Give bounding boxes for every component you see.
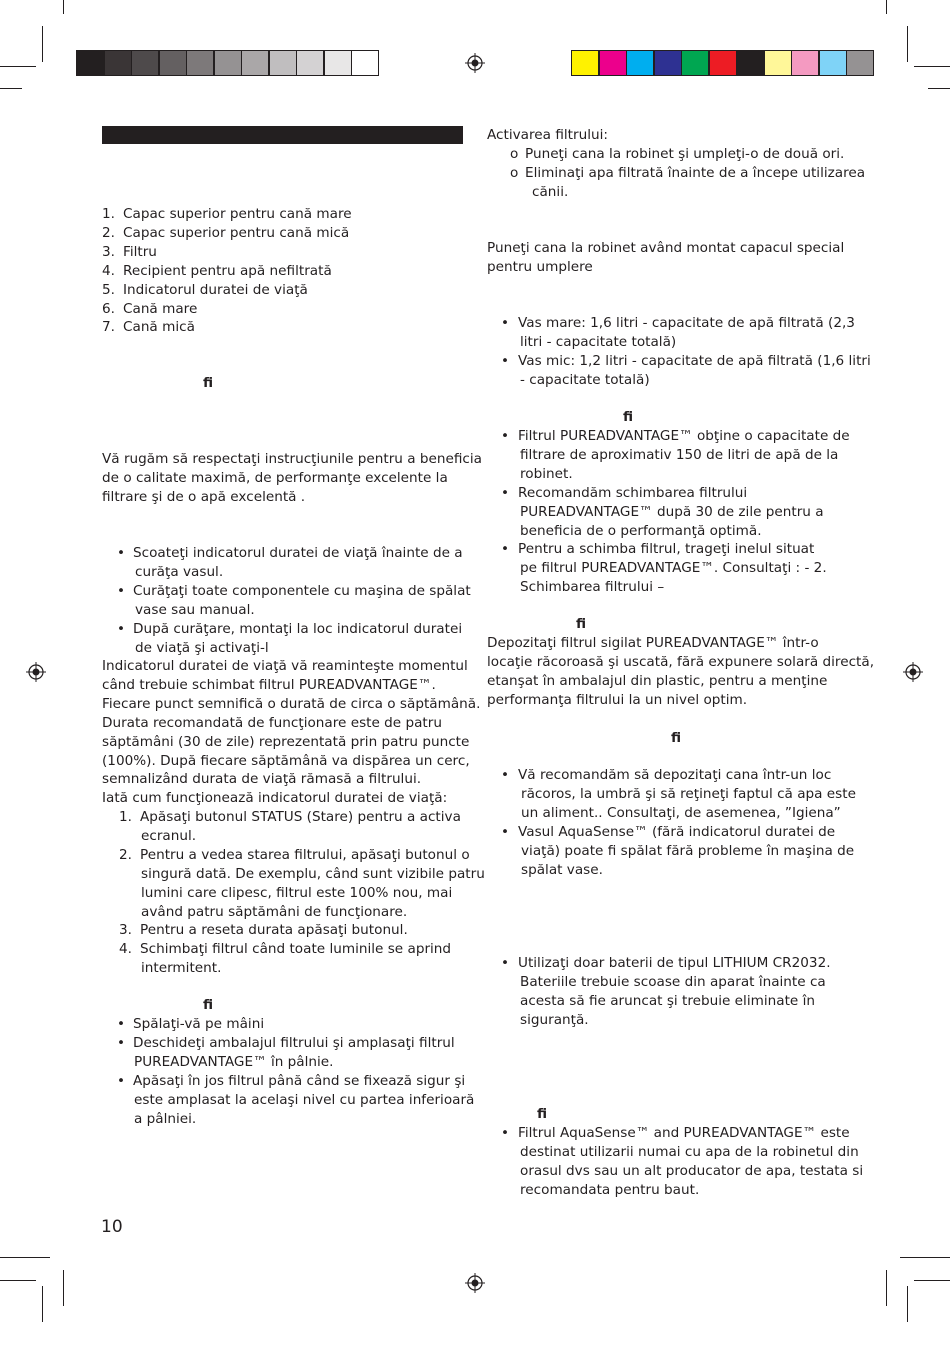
list-item-text: Capac superior pentru cană mică bbox=[123, 224, 350, 241]
color-swatch bbox=[269, 50, 297, 76]
text-line: • Spălaţi-vă pe mâini bbox=[133, 1016, 265, 1032]
text-line: semnalizând durata de viaţă rămasă a filtrului. bbox=[102, 771, 422, 788]
list-number: 4. bbox=[119, 941, 132, 958]
color-swatch bbox=[599, 50, 627, 76]
list-marker: o bbox=[510, 146, 519, 162]
color-swatch bbox=[241, 50, 269, 76]
intro-paragraph bbox=[102, 450, 482, 507]
text-line: Apăsaţi butonul STATUS (Stare) pentru a activa bbox=[140, 809, 461, 825]
crop-mark bbox=[886, 1270, 887, 1306]
text-line: Iată cum funcţionează indicatorul duratei de viaţă: bbox=[102, 790, 448, 807]
text-line: Puneţi cana la robinet şi umpleţi-o de două ori. bbox=[525, 146, 845, 162]
bullet-item bbox=[501, 352, 871, 390]
bullet-item bbox=[501, 540, 850, 597]
list-item-text bbox=[140, 846, 485, 922]
text-line: locaţie răcoroasă şi uscată, fără expunere solară directă, bbox=[487, 653, 875, 670]
text-line: când trebuie schimbat filtrul PUREADVANTAGE™. bbox=[102, 676, 436, 693]
crop-mark bbox=[0, 88, 22, 89]
section-header-bar bbox=[102, 126, 463, 144]
text-line: litri - capacitate totală) bbox=[520, 333, 677, 350]
text-line: • Apăsaţi în jos filtrul până când se fixează sigur şi bbox=[133, 1072, 466, 1089]
text-line: filtrare şi de o apă excelentă . bbox=[102, 488, 306, 505]
text-line: PUREADVANTAGE™ în pâlnie. bbox=[134, 1053, 334, 1070]
text-line: Puneţi cana la robinet având montat capacul special bbox=[487, 240, 845, 256]
text-line: Depozitaţi filtrul sigilat PUREADVANTAGE™ într-o bbox=[487, 635, 819, 651]
list-item-text bbox=[525, 164, 865, 202]
text-line: a pâlniei. bbox=[134, 1110, 197, 1127]
text-line: un aliment.. Consultaţi, de asemenea, ”Igiena” bbox=[521, 804, 841, 821]
text-line: este amplasat la acelaşi nivel cu partea inferioară bbox=[134, 1091, 475, 1108]
section-heading-glyph: fi bbox=[203, 997, 214, 1013]
text-line: beneficia de o performanţă optimă. bbox=[520, 522, 762, 539]
text-line: • Filtrul PUREADVANTAGE™ obţine o capacitate de bbox=[518, 428, 850, 444]
list-item-text bbox=[140, 921, 408, 940]
text-line: Indicatorul duratei de viaţă vă reaminteşte momentul bbox=[102, 658, 468, 674]
indicator-step bbox=[119, 846, 485, 922]
text-line: • Recomandăm schimbarea filtrului bbox=[518, 484, 748, 501]
text-line: destinat utilizarii numai cu apa de la robinetul din bbox=[520, 1143, 859, 1160]
text-line: siguranţă. bbox=[520, 1011, 589, 1028]
text-line: pe filtrul PUREADVANTAGE™. Consultaţi : - 2. bbox=[520, 560, 827, 577]
list-item-text: Recipient pentru apă nefiltrată bbox=[123, 262, 332, 279]
list-item bbox=[102, 300, 352, 319]
crop-mark bbox=[886, 0, 887, 14]
page-number: 10 bbox=[101, 1217, 123, 1237]
activation-step bbox=[510, 164, 865, 202]
crop-mark bbox=[900, 1257, 950, 1258]
list-number: 3. bbox=[119, 922, 132, 939]
list-item-text bbox=[525, 145, 844, 164]
parts-list bbox=[102, 205, 352, 337]
text-line: • Pentru a schimba filtrul, trageţi inelul situat bbox=[518, 541, 815, 558]
filter-capacity-list bbox=[501, 427, 850, 597]
activation-step bbox=[510, 145, 865, 164]
text-line: • Vas mic: 1,2 litri - capacitate de apă filtrată (1,6 litri bbox=[518, 352, 871, 369]
list-number: 1. bbox=[119, 809, 132, 825]
crop-mark bbox=[914, 66, 950, 67]
list-item bbox=[102, 262, 352, 281]
color-swatch bbox=[324, 50, 352, 76]
crop-mark bbox=[42, 26, 43, 62]
list-number: 7. bbox=[102, 319, 115, 336]
indicator-step bbox=[119, 940, 485, 978]
list-number: 2. bbox=[102, 224, 115, 241]
registration-mark-icon bbox=[465, 53, 485, 73]
bullet-item bbox=[501, 484, 850, 541]
section-heading-glyph: fi bbox=[537, 1106, 548, 1122]
list-item bbox=[102, 318, 352, 337]
filter-install-instructions bbox=[117, 1015, 474, 1128]
color-swatch bbox=[186, 50, 214, 76]
list-item-text: Indicatorul duratei de viaţă bbox=[123, 281, 308, 298]
text-line: filtrare de aproximativ 150 de litri de apă de la bbox=[520, 446, 839, 463]
list-number: 3. bbox=[102, 243, 115, 260]
text-line: Vă rugăm să respectaţi instrucţiunile pentru a beneficia bbox=[102, 451, 482, 467]
text-line: • Vă recomandăm să depozitaţi cana într-un loc bbox=[518, 767, 832, 783]
color-swatch bbox=[214, 50, 242, 76]
color-swatch bbox=[709, 50, 737, 76]
color-swatch bbox=[296, 50, 324, 76]
crop-mark bbox=[928, 88, 950, 89]
filling-paragraph bbox=[487, 239, 844, 277]
text-line: • Scoateţi indicatorul duratei de viaţă înainte de a bbox=[133, 545, 463, 561]
crop-mark bbox=[0, 1280, 36, 1281]
text-line: - capacitate totală) bbox=[520, 371, 650, 388]
color-swatch bbox=[626, 50, 654, 76]
text-line: • Vas mare: 1,6 litri - capacitate de apă filtrată (2,3 bbox=[518, 315, 855, 331]
indicator-step bbox=[119, 808, 485, 846]
color-swatch bbox=[764, 50, 792, 76]
color-swatch bbox=[791, 50, 819, 76]
text-line: • Utilizaţi doar baterii de tipul LITHIUM CR2032. bbox=[518, 955, 831, 971]
text-line: Schimbaţi filtrul când toate luminile se aprind bbox=[140, 941, 452, 958]
color-swatch bbox=[351, 50, 379, 76]
list-item-text bbox=[140, 940, 451, 978]
bullet-item bbox=[117, 1072, 474, 1129]
list-item-text: Filtru bbox=[123, 243, 157, 260]
text-line: intermitent. bbox=[141, 960, 222, 977]
bullet-item bbox=[117, 1015, 474, 1034]
text-line: ecranul. bbox=[141, 827, 197, 844]
crop-mark bbox=[63, 1270, 64, 1306]
text-line: • Vasul AquaSense™ (fără indicatorul duratei de bbox=[518, 823, 836, 840]
bullet-item bbox=[501, 954, 831, 1030]
text-line: cănii. bbox=[532, 183, 569, 200]
color-swatch bbox=[104, 50, 132, 76]
crop-mark bbox=[63, 0, 64, 14]
list-item-text: Cană mică bbox=[123, 319, 195, 336]
color-swatch bbox=[736, 50, 764, 76]
text-line: Pentru a vedea starea filtrului, apăsaţi butonul o bbox=[140, 846, 470, 863]
color-swatch bbox=[131, 50, 159, 76]
text-line: răcoros, la umbră şi să reţineţi faptul că apa este bbox=[521, 785, 856, 802]
bullet-item bbox=[501, 766, 856, 823]
text-line: pentru umplere bbox=[487, 258, 593, 275]
text-line: • Curăţaţi toate componentele cu maşina de spălat bbox=[133, 582, 471, 599]
text-line: (100%). După fiecare săptămână va dispărea un cerc, bbox=[102, 752, 470, 769]
crop-mark bbox=[907, 1286, 908, 1322]
text-line: spălat vase. bbox=[521, 861, 603, 878]
section-heading-glyph: fi bbox=[203, 375, 214, 391]
text-line: Fiecare punct semnifică o durată de circa o săptămână. bbox=[102, 695, 481, 712]
list-number: 6. bbox=[102, 300, 115, 317]
activation-title: Activarea filtrului: bbox=[487, 127, 608, 143]
list-number: 2. bbox=[119, 846, 132, 863]
lifetime-indicator-paragraph bbox=[102, 657, 480, 808]
bullet-item bbox=[117, 544, 471, 582]
bullet-item bbox=[501, 1124, 863, 1200]
crop-mark bbox=[0, 1257, 50, 1258]
list-item-text: Capac superior pentru cană mare bbox=[123, 206, 352, 222]
text-line: vase sau manual. bbox=[135, 601, 255, 618]
text-line: • Deschideţi ambalajul filtrului şi amplasaţi filtrul bbox=[133, 1034, 455, 1051]
text-line: • După curăţare, montaţi la loc indicatorul duratei bbox=[133, 620, 463, 637]
bullet-item bbox=[501, 427, 850, 484]
battery-list bbox=[501, 954, 831, 1030]
crop-mark bbox=[914, 1280, 950, 1281]
text-line: Pentru a reseta durata apăsaţi butonul. bbox=[140, 922, 408, 939]
section-heading-glyph: fi bbox=[576, 616, 587, 632]
text-line: Schimbarea filtrului – bbox=[520, 579, 665, 596]
list-number: 4. bbox=[102, 262, 115, 279]
text-line: performanţa filtrului la un nivel optim. bbox=[487, 691, 748, 708]
color-swatch bbox=[819, 50, 847, 76]
text-line: având patru săptămâni de funcţionare. bbox=[141, 903, 408, 920]
bullet-item bbox=[117, 1034, 474, 1072]
list-item bbox=[102, 224, 352, 243]
registration-mark-icon bbox=[903, 662, 923, 682]
text-line: Eliminaţi apa filtrată înainte de a începe utilizarea bbox=[525, 164, 866, 181]
color-swatch bbox=[654, 50, 682, 76]
text-line: lumini care clipesc, filtrul este 100% nou, mai bbox=[141, 884, 453, 901]
list-item bbox=[102, 205, 352, 224]
crop-mark bbox=[0, 66, 36, 67]
text-line: de viaţă şi activaţi-l bbox=[135, 639, 269, 656]
text-line: PUREADVANTAGE™ după 30 de zile pentru a bbox=[520, 503, 824, 520]
list-number: 5. bbox=[102, 281, 115, 298]
indicator-step bbox=[119, 921, 485, 940]
registration-mark-icon bbox=[26, 662, 46, 682]
text-line: săptămâni (30 de zile) reprezentată prin patru puncte bbox=[102, 733, 470, 750]
text-line: • Filtrul AquaSense™ and PUREADVANTAGE™ este bbox=[518, 1125, 850, 1141]
text-line: de o calitate maximă, de performanţe excelente la bbox=[102, 469, 448, 486]
indicator-steps bbox=[119, 808, 485, 978]
list-marker: o bbox=[510, 164, 519, 181]
jug-care-list bbox=[501, 766, 856, 879]
list-item bbox=[102, 243, 352, 262]
bullet-item bbox=[501, 823, 856, 880]
text-line: curăţa vasul. bbox=[135, 563, 224, 580]
tap-water-list bbox=[501, 1124, 863, 1200]
text-line: etanşat în ambalajul din plastic, pentru a menţine bbox=[487, 672, 828, 689]
cleaning-instructions bbox=[117, 544, 471, 657]
bullet-item bbox=[117, 582, 471, 620]
section-heading-glyph: fi bbox=[623, 409, 634, 425]
list-item-text bbox=[140, 808, 461, 846]
text-line: Durata recomandată de funcţionare este de patru bbox=[102, 714, 442, 731]
text-line: orasul dvs sau un alt producator de apa, testata si bbox=[520, 1162, 864, 1179]
crop-mark bbox=[907, 26, 908, 62]
list-number: 1. bbox=[102, 206, 115, 222]
color-swatch bbox=[76, 50, 104, 76]
text-line: recomandata pentru baut. bbox=[520, 1181, 700, 1198]
color-swatch bbox=[159, 50, 187, 76]
text-line: viaţă) poate fi spălat fără probleme în maşina de bbox=[521, 842, 855, 859]
section-heading-glyph: fi bbox=[671, 730, 682, 746]
list-item-text: Cană mare bbox=[123, 300, 198, 317]
filter-storage-paragraph bbox=[487, 634, 874, 710]
color-swatch bbox=[681, 50, 709, 76]
capacity-list bbox=[501, 314, 871, 390]
color-swatch bbox=[846, 50, 874, 76]
text-line: singură dată. De exemplu, când sunt vizibile patru bbox=[141, 865, 485, 882]
bullet-item bbox=[117, 620, 471, 658]
text-line: acesta să fie aruncat şi trebuie eliminate în bbox=[520, 992, 815, 1009]
color-swatch bbox=[571, 50, 599, 76]
crop-mark bbox=[42, 1286, 43, 1322]
registration-mark-icon bbox=[465, 1273, 485, 1293]
text-line: robinet. bbox=[520, 465, 573, 482]
activation-steps bbox=[510, 145, 865, 202]
list-item bbox=[102, 281, 352, 300]
text-line: Bateriile trebuie scoase din aparat înainte ca bbox=[520, 973, 826, 990]
bullet-item bbox=[501, 314, 871, 352]
